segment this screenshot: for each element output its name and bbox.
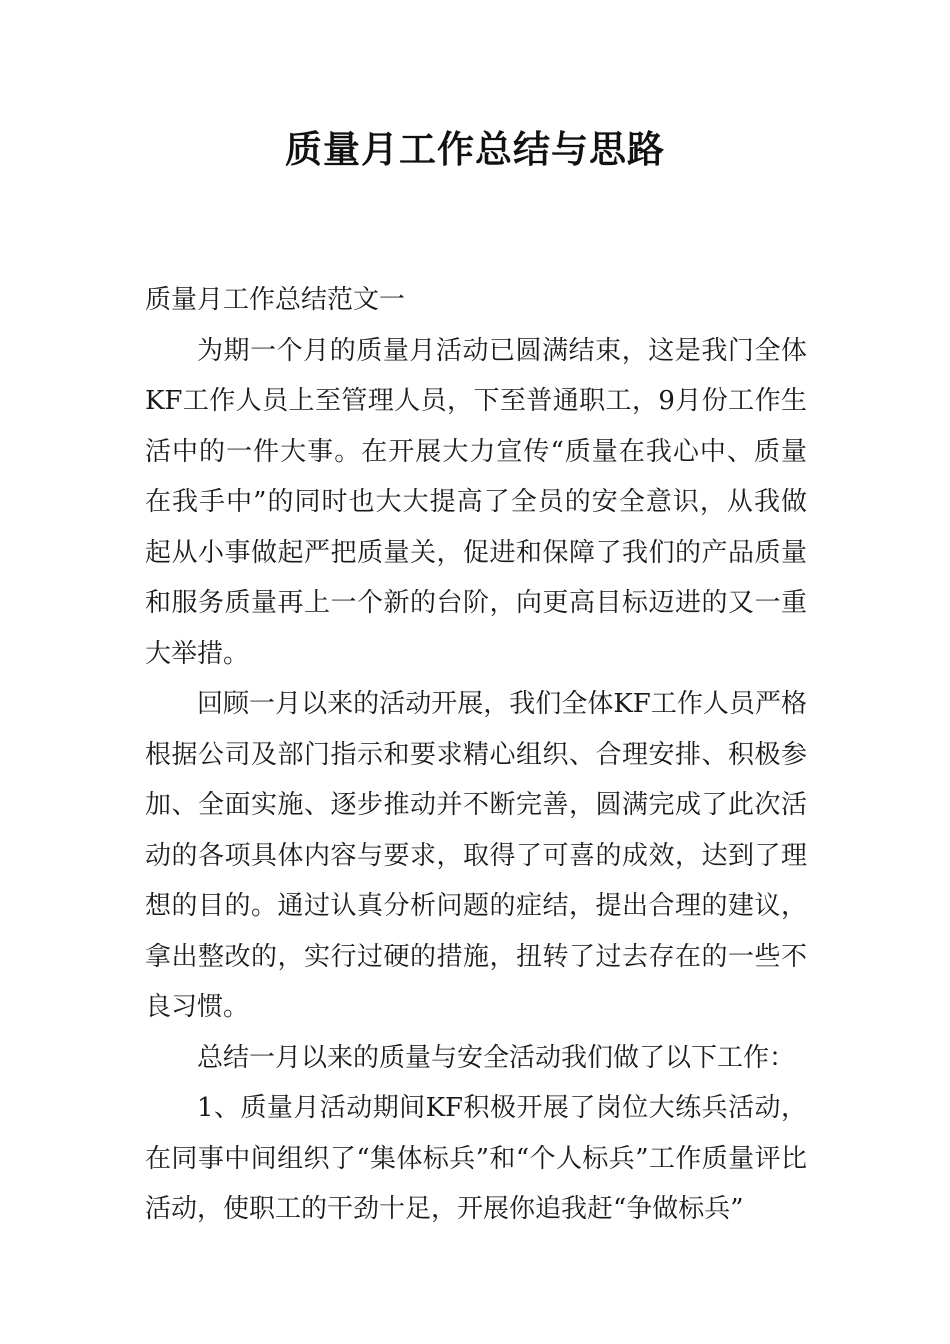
paragraph-review: 回顾一月以来的活动开展，我们全体KF工作人员严格根据公司及部门指示和要求精心组织、合理安排、积极参加、全面实施、逐步推动并不断完善，圆满完成了此次活动的各项具体内容与要求，取得了可喜的成效，达到了理想的目的。通过认真分析问题的症结，提出合理的建议，拿出整改的，实行过硬的措施，扭转了过去存在的一些不良习惯。	[145, 689, 807, 1022]
document-title: 质量月工作总结与思路	[285, 128, 665, 171]
paragraph-intro: 为期一个月的质量月活动已圆满结束，这是我门全体KF工作人员上至管理人员，下至普通职工，9月份工作生活中的一件大事。在开展大力宣传“质量在我心中、质量在我手中”的同时也大大提高了全员的安全意识，从我做起从小事做起严把质量关，促进和保障了我们的产品质量和服务质量再上一个新的台阶，向更高目标迈进的又一重大举措。	[145, 335, 807, 669]
section-heading: 质量月工作总结范文一	[145, 285, 406, 315]
paragraph-summary-lead: 总结一月以来的质量与安全活动我们做了以下工作：	[197, 1042, 796, 1073]
paragraph-item-1: 1、质量月活动期间KF积极开展了岗位大练兵活动，在同事中间组织了“集体标兵”和“个人标兵”工作质量评比活动，使职工的干劲十足，开展你追我赶“争做标兵”	[145, 1093, 807, 1224]
document-body	[145, 275, 807, 1235]
